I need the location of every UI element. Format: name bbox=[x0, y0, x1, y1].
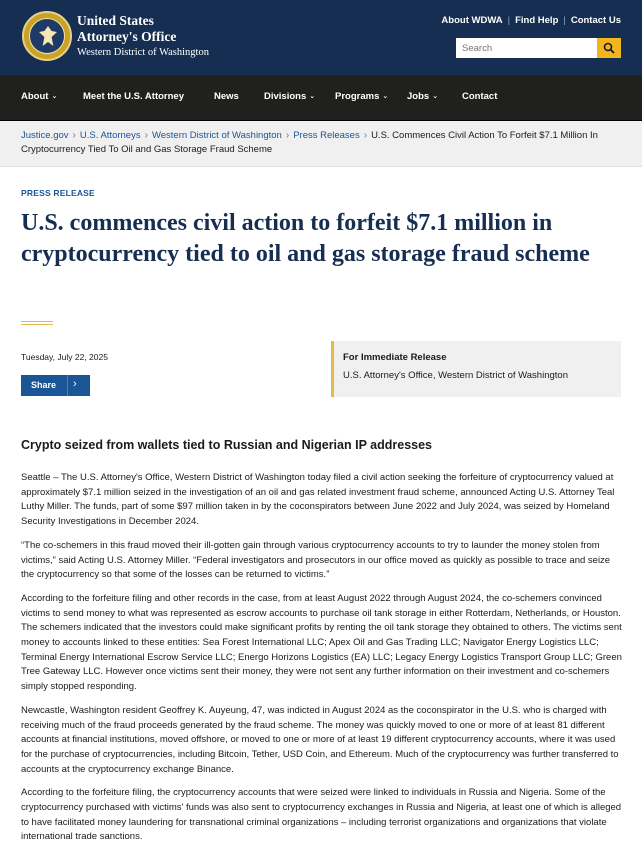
main-nav bbox=[0, 75, 642, 121]
breadcrumb-separator-icon: › bbox=[285, 130, 290, 141]
article-paragraph: Seattle – The U.S. Attorney's Office, Western District of Washington today filed a civil action seeking the forfeiture of cryptocurrency valued at approximately $7.1 million seized in the investigation of an oil and gas related investment fraud scheme, announced Acting U.S. Attorney Teal Luthy Miller. The funds, part of some $97 million taken in by the coconspirators between June 2022 and July 2024, was seized by Homeland Security Investigations in December 2024. bbox=[21, 472, 615, 528]
search-form bbox=[456, 38, 621, 58]
share-label: Share bbox=[31, 380, 57, 390]
chevron-right-icon: › bbox=[73, 378, 77, 390]
nav-label: Divisions bbox=[264, 91, 307, 102]
search-input[interactable] bbox=[456, 38, 597, 58]
breadcrumb-separator-icon: › bbox=[72, 130, 76, 141]
title-divider bbox=[21, 321, 53, 325]
breadcrumb-link-western-district[interactable]: Western District of Washington bbox=[151, 130, 282, 141]
office-name-line2: Attorney's Office bbox=[77, 29, 177, 44]
nav-item-divisions[interactable] bbox=[264, 91, 315, 102]
nav-label: Programs bbox=[335, 91, 380, 102]
nav-label: News bbox=[214, 91, 239, 102]
share-button[interactable] bbox=[21, 375, 90, 396]
article-paragraph: Newcastle, Washington resident Geoffrey K. Auyeung, 47, was indicted in August 2024 as the coconspirator in the U.S. who is charged with receiving much of the fraud proceeds generated by the fraud scheme. The money was quickly moved to one or more of at least 81 different accounts at financial institutions, moved offshore, or moved to one or more of at least 19 different cryptocurrency accounts, where it was used for the purchase of cryptocurrencies, including Bitcoin, Tether, USD Coin, and Ethereum. Much of the cryptocurrency was further transferred to accounts at the cryptocurrency exchange Binance. bbox=[21, 704, 619, 775]
press-release-label: PRESS RELEASE bbox=[21, 188, 95, 198]
about-wdwa-link[interactable]: About WDWA bbox=[441, 15, 503, 26]
contact-us-link[interactable]: Contact Us bbox=[570, 15, 621, 26]
breadcrumb-link-us-attorneys[interactable]: U.S. Attorneys bbox=[79, 130, 141, 141]
chevron-down-icon: ⌄ bbox=[309, 93, 316, 100]
office-name-district: Western District of Washington bbox=[77, 47, 209, 58]
page-title: U.S. commences civil action to forfeit $7.1 million in cryptocurrency tied to oil and gas storage fraud scheme bbox=[21, 210, 590, 267]
nav-label: Jobs bbox=[407, 91, 430, 102]
release-info-box bbox=[331, 341, 621, 397]
breadcrumb-link-justice-gov[interactable]: Justice.gov bbox=[21, 130, 69, 141]
breadcrumb-separator-icon: › bbox=[144, 130, 148, 141]
utility-separator: | bbox=[507, 15, 511, 26]
release-title: For Immediate Release bbox=[343, 352, 447, 363]
nav-label: Contact bbox=[462, 91, 498, 102]
breadcrumb-separator-icon: › bbox=[363, 130, 368, 141]
office-name[interactable] bbox=[77, 13, 209, 60]
nav-item-jobs[interactable] bbox=[407, 91, 438, 102]
chevron-down-icon: ⌄ bbox=[51, 93, 58, 100]
article-paragraph: “The co-schemers in this fraud moved their ill-gotten gain through various cryptocurrency accounts to try to launder the money stolen from victims,” said Acting U.S. Attorney Miller. “Federal investigators and prosecutors in our office moved as quickly as possible to trace and seize the cryptocurrency so that some of the losses can be returned to victims.” bbox=[21, 539, 611, 581]
release-office: U.S. Attorney's Office, Western District of Washington bbox=[343, 370, 568, 381]
doj-seal-icon[interactable] bbox=[22, 11, 72, 61]
article-paragraph: According to the forfeiture filing and other records in the case, from at least August 2022 through August 2024, the co-schemers convinced victims to send money to what was represented as escrow accounts to purchase oil tank storage in either Rotterdam, Netherlands, or Houston. The schemers indicated that the investors could make significant profits by renting the oil tank storage they obtained to others. The victims sent money to accounts linked to these entities: Sea Forest International LLC; Apex Oil and Gas Trading LLC; Navigator Energy Logistics LLC; Terminal Energy International Escrow Service LLC; Energo Horizons Logistics (EA) LLC; Legacy Energy Logistics Transport Group LLC; Green Tree Gateway LLC. However once victims sent their money, they were not sent any further information on their investment and co-schemers simply stopped responding. bbox=[21, 592, 622, 693]
breadcrumb-link-press-releases[interactable]: Press Releases bbox=[293, 130, 360, 141]
nav-item-meet-us-attorney[interactable] bbox=[83, 91, 184, 102]
eagle-icon bbox=[39, 26, 57, 46]
search-button[interactable] bbox=[597, 38, 621, 58]
nav-item-contact[interactable] bbox=[462, 91, 497, 102]
publish-date: Tuesday, July 22, 2025 bbox=[21, 352, 108, 362]
nav-item-about[interactable] bbox=[21, 91, 57, 102]
utility-nav bbox=[441, 15, 621, 26]
find-help-link[interactable]: Find Help bbox=[515, 15, 559, 26]
article-paragraph: According to the forfeiture filing, the cryptocurrency accounts that were seized were linked to individuals in Russia and Nigeria. Some of the cryptocurrency purchased with victims' funds was also sent to cryptocurrency exchanges in Russia and Nigeria, at least one of which is alleged to have facilitated money laundering for transnational criminal organizations – including terrorist organizations and organizations that violate international trade sanctions. bbox=[21, 787, 622, 843]
office-name-line1: United States bbox=[77, 13, 154, 28]
nav-item-news[interactable] bbox=[214, 91, 239, 102]
nav-item-programs[interactable] bbox=[335, 91, 388, 102]
nav-label: About bbox=[21, 91, 49, 102]
site-header bbox=[0, 0, 642, 75]
breadcrumb-current: U.S. Commences Civil Action To Forfeit $7.1 Million In Cryptocurrency Tied To Oil and Gas Storage Fraud Scheme bbox=[21, 130, 598, 155]
search-icon bbox=[603, 42, 615, 54]
chevron-down-icon: ⌄ bbox=[382, 93, 389, 100]
utility-separator: | bbox=[563, 15, 566, 26]
nav-label: Meet the U.S. Attorney bbox=[83, 91, 184, 102]
share-divider bbox=[67, 375, 68, 396]
seal-center bbox=[29, 18, 65, 54]
chevron-down-icon: ⌄ bbox=[432, 93, 439, 100]
breadcrumb bbox=[0, 121, 642, 167]
article-body bbox=[21, 471, 622, 854]
article-subtitle: Crypto seized from wallets tied to Russian and Nigerian IP addresses bbox=[21, 438, 432, 452]
